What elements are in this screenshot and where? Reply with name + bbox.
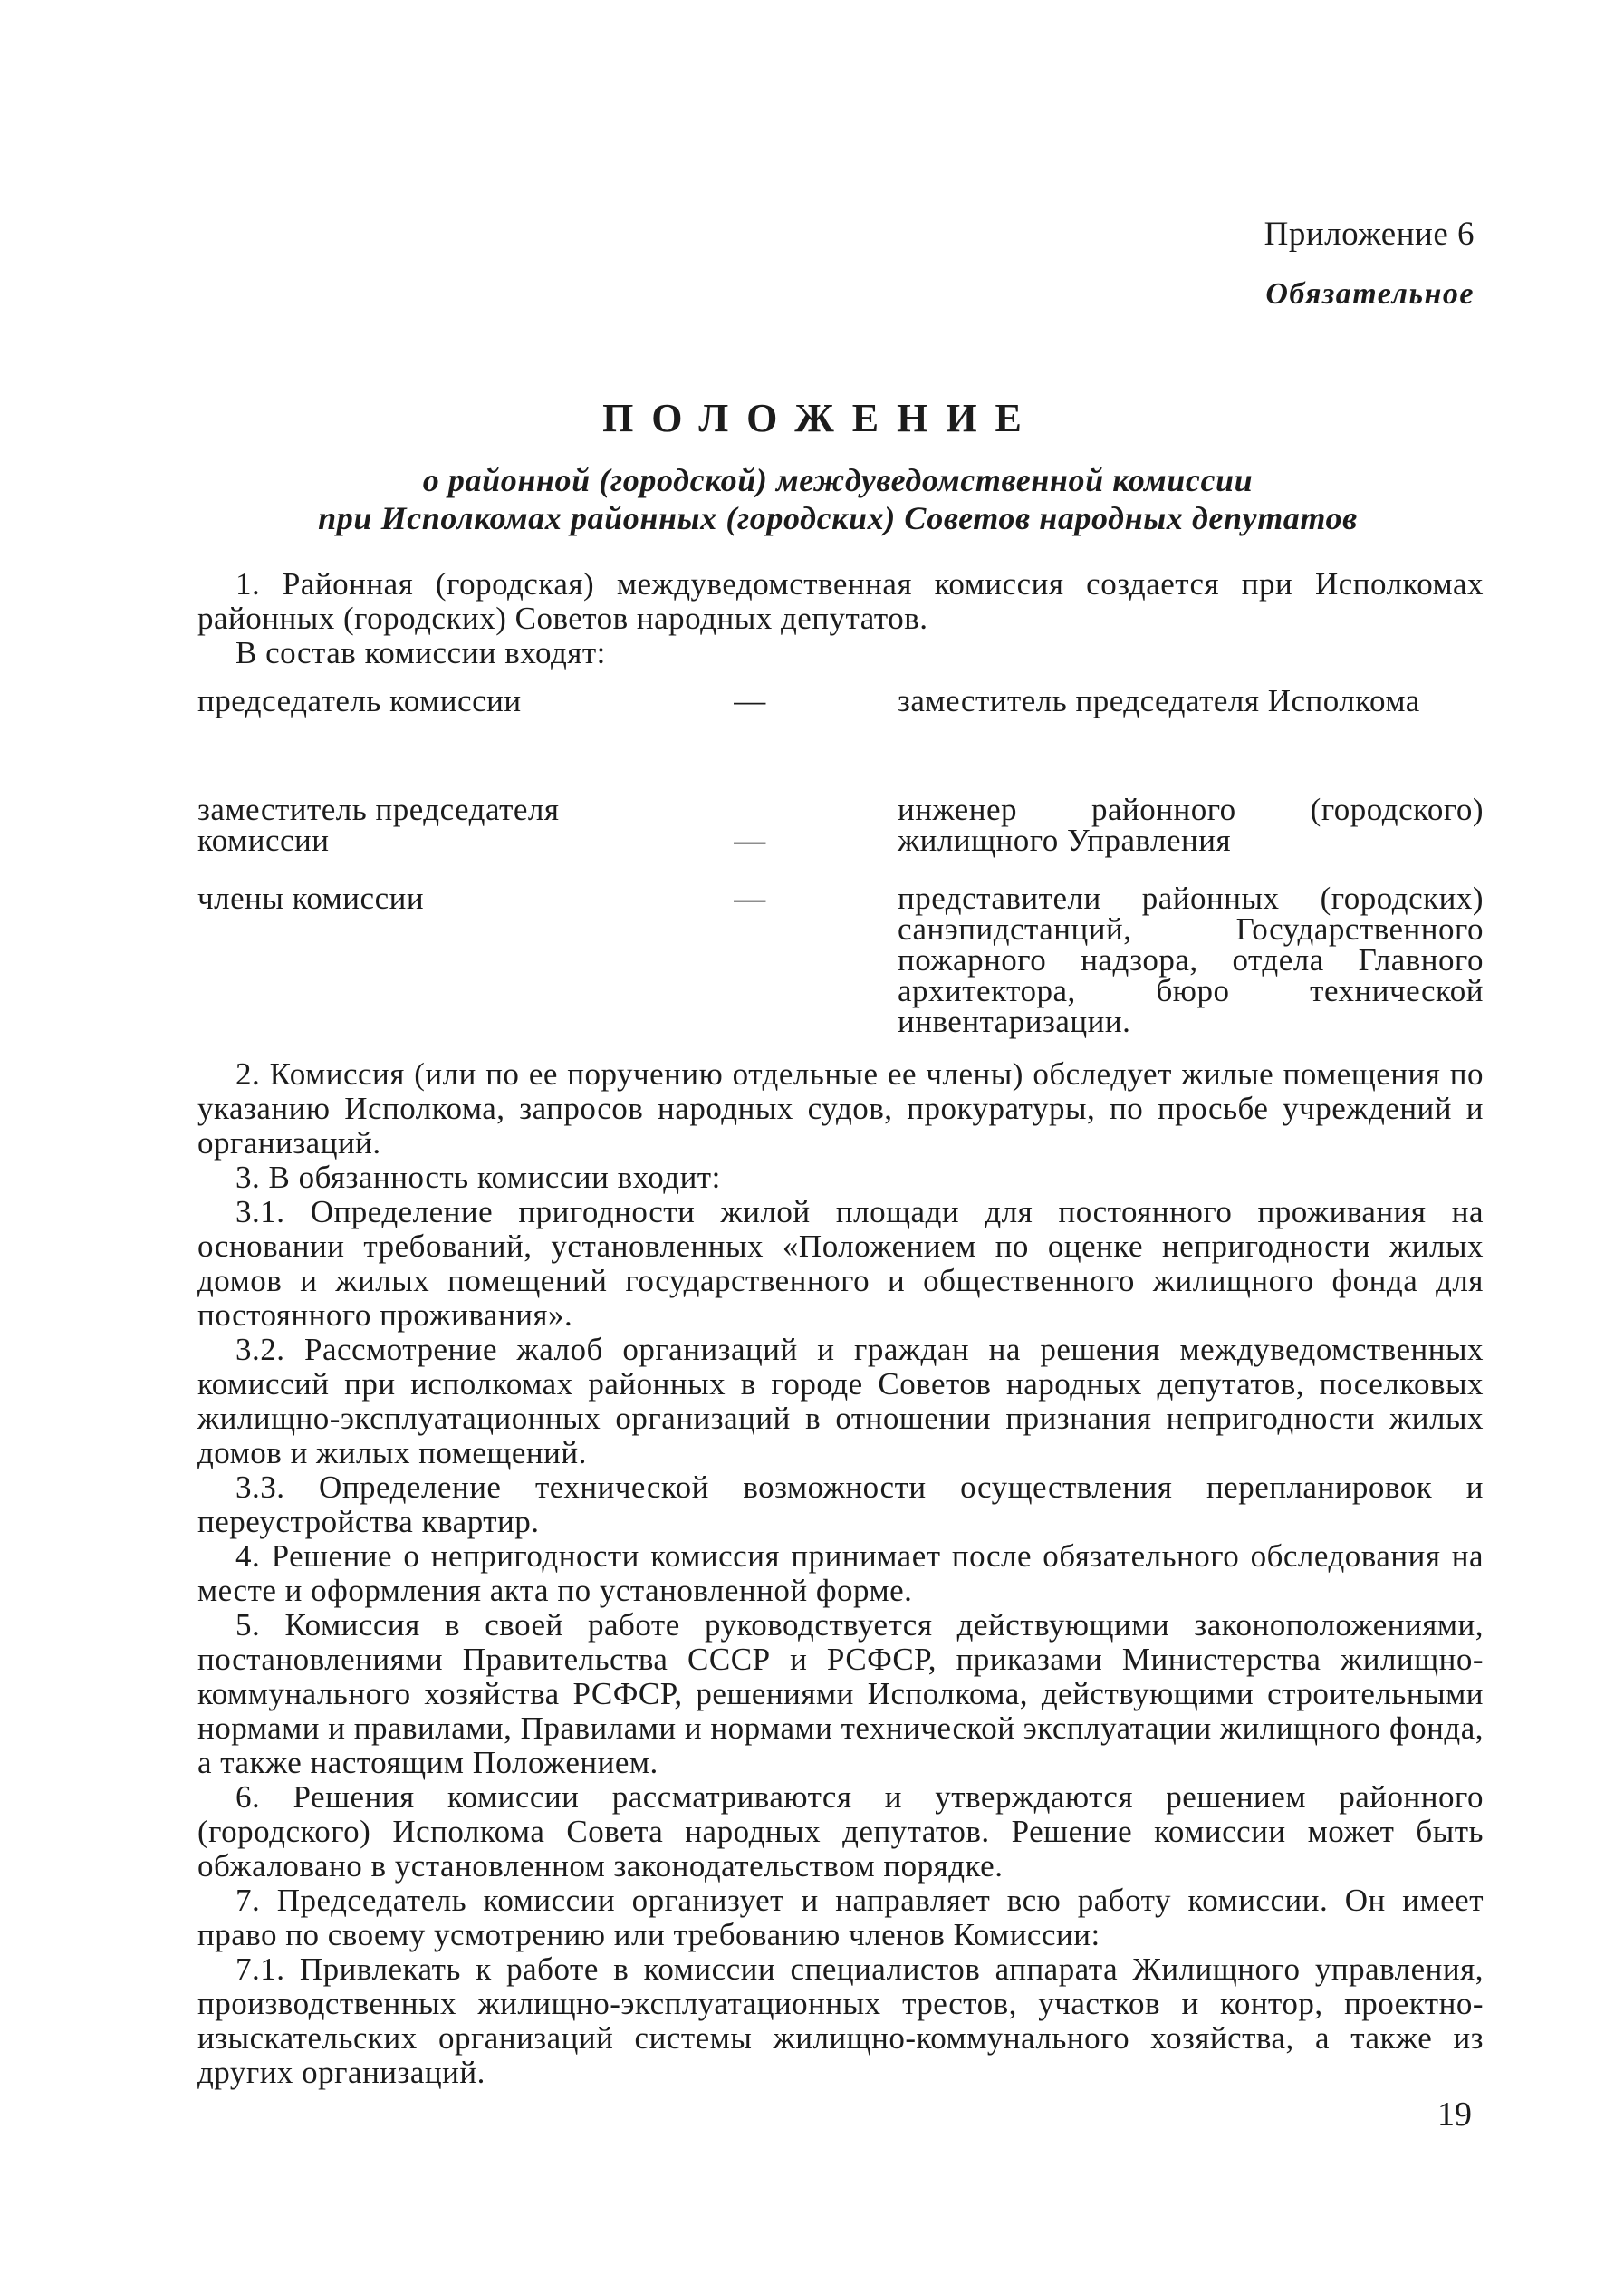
paragraph-3-3: 3.3. Определение технической возможности осуществления перепланировок и переустройства квартир. [197, 1469, 1484, 1539]
appendix-label: Приложение 6 [1264, 216, 1475, 253]
paragraph-1: 1. Районная (городская) междуведомственная комиссия создается при Исполкомах районных (городских) Советов народных депутатов. [197, 566, 1484, 636]
intro-block [197, 567, 1484, 670]
member-row [197, 792, 1484, 883]
main-body [197, 1057, 1484, 2090]
paragraph-3-1: 3.1. Определение пригодности жилой площади для постоянного проживания на основании требований, установленных «Положением по оценке непригодности жилых домов и жилых помещений государственного и общественного жилищного фонда для постоянного проживания». [197, 1194, 1484, 1333]
member-role: заместитель председателя комиссии [197, 792, 560, 858]
subtitle-line-2: при Исполкомах районных (городских) Советов народных депутатов [318, 500, 1358, 536]
paragraph-7-1: 7.1. Привлекать к работе в комиссии специалистов аппарата Жилищного управления, производственных жилищно-эксплуатационных трестов, участков и контор, проектно-изыскательских организаций системы жилищно-коммунального хозяйства, а также из других организаций. [197, 1951, 1484, 2090]
member-description: заместитель председателя Исполкома [898, 683, 1420, 718]
member-role: председатель комиссии [197, 683, 522, 718]
appendix-status: Обязательное [1265, 277, 1475, 311]
page-number: 19 [1437, 2095, 1472, 2134]
paragraph-7: 7. Председатель комиссии организует и направляет всю работу комиссии. Он имеет право по своему усмотрению или требованию членов Комиссии: [197, 1883, 1484, 1952]
paragraph-6: 6. Решения комиссии рассматриваются и утверждаются решением районного (городского) Исполкома Совета народных депутатов. Решение комиссии может быть обжаловано в установленном законодательством порядке. [197, 1779, 1484, 1884]
member-description: инженер районного (городского) жилищного Управления [898, 792, 1484, 858]
member-row [197, 683, 1484, 795]
member-dash: — [734, 881, 766, 916]
paragraph-3: 3. В обязанность комиссии входит: [235, 1160, 721, 1195]
composition-lead: В состав комиссии входят: [235, 635, 606, 670]
subtitle-line-1: о районной (городской) междуведомственной комиссии [422, 462, 1254, 498]
paragraph-5: 5. Комиссия в своей работе руководствуется действующими законоположениями, постановлениями Правительства СССР и РСФСР, приказами Министерства жилищно-коммунального хозяйства РСФСР, решениями Исполкома, действующими строительными нормами и правилами, Правилами и нормами технической эксплуатации жилищного фонда, а также настоящим Положением. [197, 1607, 1484, 1780]
paragraph-3-2: 3.2. Рассмотрение жалоб организаций и граждан на решения междуведомственных комиссий при исполкомах районных в городе Советов народных депутатов, поселковых жилищно-эксплуатационных организаций в отношении признания непригодности жилых домов и жилых помещений. [197, 1332, 1484, 1470]
member-row [197, 883, 1484, 1046]
paragraph-2: 2. Комиссия (или по ее поручению отдельные ее члены) обследует жилые помещения по указанию Исполкома, запросов народных судов, прокуратуры, по просьбе учреждений и организаций. [197, 1056, 1484, 1161]
member-dash: — [734, 823, 766, 858]
document-title: ПОЛОЖЕНИЕ [602, 396, 1040, 440]
members-list [197, 683, 1484, 1046]
member-description: представители районных (городских) санэпидстанций, Государственного пожарного надзора, отдела Главного архитектора, бюро технической инвентаризации. [898, 881, 1484, 1039]
member-dash: — [734, 683, 766, 718]
member-role: члены комиссии [197, 881, 425, 916]
paragraph-4: 4. Решение о непригодности комиссия принимает после обязательного обследования на месте и оформления акта по установленной форме. [197, 1538, 1484, 1608]
document-subtitle [208, 461, 1467, 537]
